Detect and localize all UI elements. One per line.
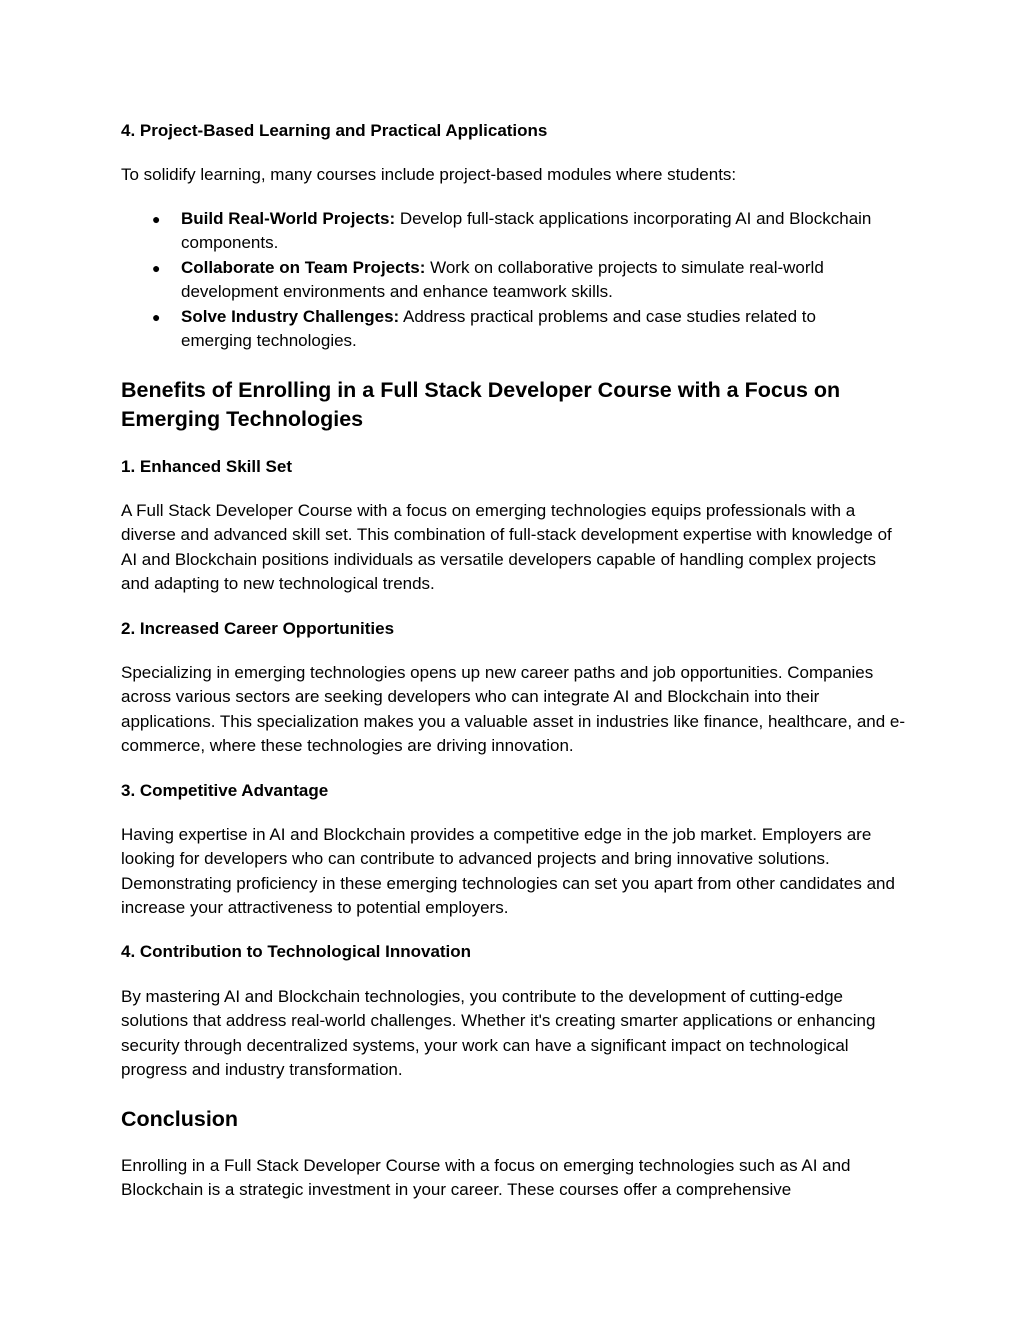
conclusion-title: Conclusion bbox=[121, 1107, 239, 1131]
project-bullet-list bbox=[121, 207, 906, 353]
benefit-paragraph-competitive: Having expertise in AI and Blockchain provides a competitive edge in the job market. Employers are looking for developers who can contribute to advanced projects and bring innovative solutions. Demonstrating proficiency in these emerging technologies can set you apart from other candidates and increase your attractiveness to potential employers. bbox=[121, 825, 895, 918]
conclusion-paragraph: Enrolling in a Full Stack Developer Course with a focus on emerging technologies such as AI and Blockchain is a strategic investment in your career. These courses offer a comprehensive bbox=[121, 1156, 851, 1200]
benefits-section-title: Benefits of Enrolling in a Full Stack Developer Course with a Focus on Emerging Technologies bbox=[121, 378, 841, 431]
section-intro-paragraph: To solidify learning, many courses include project-based modules where students: bbox=[121, 165, 737, 184]
bullet-icon: ● bbox=[152, 259, 161, 276]
bullet-icon: ● bbox=[152, 211, 161, 227]
benefit-paragraph-innovation: By mastering AI and Blockchain technologies, you contribute to the development of cutting-edge solutions that address real-world challenges. Whether it's creating smarter applications or enhancing security through decentralized systems, your work can have a significant impact on technological progress and industry transformation. bbox=[121, 987, 876, 1080]
section-heading-project-based-learning: 4. Project-Based Learning and Practical Applications bbox=[121, 121, 548, 140]
bullet-title: Solve Industry Challenges: bbox=[181, 306, 400, 326]
list-item bbox=[121, 207, 881, 256]
bullet-text: Address practical problems and case studies related to emerging technologies. bbox=[181, 306, 816, 351]
bullet-text: Develop full-stack applications incorporating AI and Blockchain components. bbox=[181, 209, 872, 253]
benefit-heading-skill-set: 1. Enhanced Skill Set bbox=[121, 457, 293, 476]
list-item bbox=[121, 305, 881, 354]
bullet-icon: ● bbox=[152, 308, 161, 325]
benefit-heading-competitive: 3. Competitive Advantage bbox=[121, 781, 329, 800]
bullet-title: Build Real-World Projects: bbox=[181, 209, 396, 228]
list-item bbox=[121, 256, 881, 305]
benefit-paragraph-career: Specializing in emerging technologies opens up new career paths and job opportunities. Companies across various sectors are seeking developers who can integrate AI and Blockchain into their applications. This specialization makes you a valuable asset in industries like finance, healthcare, and e-commerce, where these technologies are driving innovation. bbox=[121, 663, 906, 756]
benefit-paragraph-skill-set: A Full Stack Developer Course with a focus on emerging technologies equips professionals with a diverse and advanced skill set. This combination of full-stack development expertise with knowledge of AI and Blockchain positions individuals as versatile developers capable of handling complex projects and adapting to new technological trends. bbox=[121, 501, 892, 594]
benefit-heading-career: 2. Increased Career Opportunities bbox=[121, 619, 395, 638]
benefit-heading-innovation: 4. Contribution to Technological Innovation bbox=[121, 942, 472, 961]
bullet-text: Work on collaborative projects to simulate real-world development environments and enhance teamwork skills. bbox=[181, 257, 824, 302]
bullet-title: Collaborate on Team Projects: bbox=[181, 257, 426, 277]
